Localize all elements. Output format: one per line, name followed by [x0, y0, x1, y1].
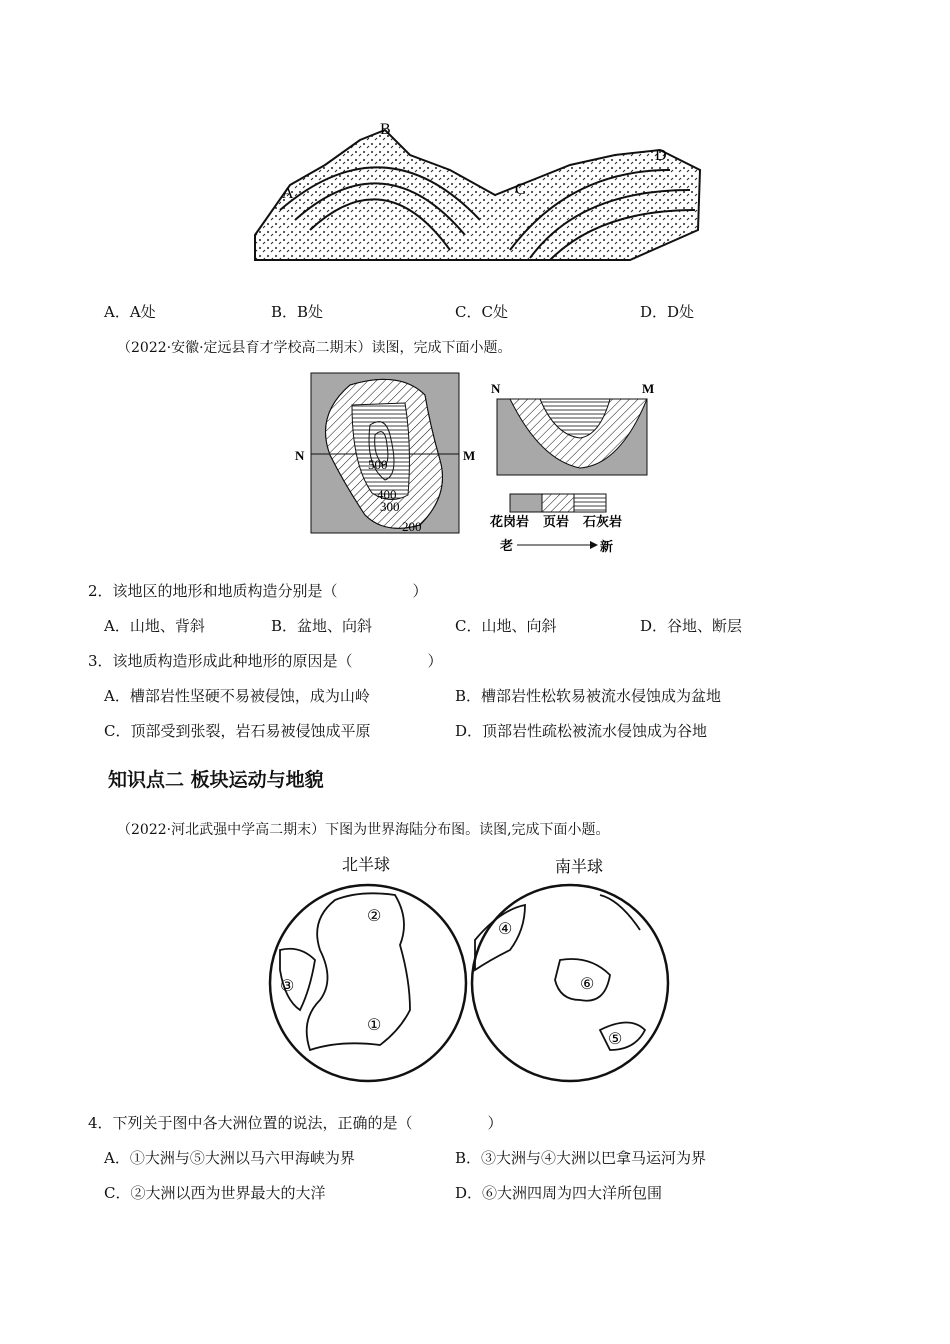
- q3-option-d[interactable]: D．顶部岩性疏松被流水侵蚀成为谷地: [455, 722, 708, 740]
- south-hemisphere-label: 南半球: [555, 859, 604, 876]
- world-hemispheres-figure: [260, 850, 680, 1085]
- map-m-label: M: [463, 448, 476, 463]
- q2-option-a[interactable]: A．山地、背斜: [104, 617, 205, 635]
- q1-option-a[interactable]: A．A处: [104, 303, 156, 321]
- q2-stem: 2．该地区的地形和地质构造分别是（ ）: [88, 582, 428, 600]
- marker-2: ②: [367, 908, 382, 925]
- q4-option-a[interactable]: A．①大洲与⑤大洲以马六甲海峡为界: [104, 1149, 355, 1167]
- q4-option-c[interactable]: C．②大洲以西为世界最大的大洋: [104, 1184, 326, 1202]
- q3-option-c[interactable]: C．顶部受到张裂，岩石易被侵蚀成平原: [104, 722, 371, 740]
- label-c: C: [515, 181, 526, 198]
- legend-granite: 花岗岩: [490, 514, 530, 529]
- section-heading: 知识点二 板块运动与地貌: [108, 769, 324, 791]
- q3-option-a[interactable]: A．槽部岩性坚硬不易被侵蚀，成为山岭: [104, 687, 370, 705]
- q2-option-b[interactable]: B．盆地、向斜: [271, 617, 373, 635]
- legend-limestone-swatch: [574, 494, 606, 512]
- label-a: A: [282, 185, 294, 202]
- q3-stem: 3．该地质构造形成此种地形的原因是（ ）: [88, 652, 443, 670]
- marker-6: ⑥: [580, 976, 595, 993]
- legend-granite-swatch: [510, 494, 542, 512]
- north-hemisphere-label: 北半球: [342, 857, 391, 874]
- q1-option-d[interactable]: D．D处: [640, 303, 695, 321]
- contour-300: 300: [380, 499, 400, 514]
- legend-shale-swatch: [542, 494, 574, 512]
- q4-option-b[interactable]: B．③大洲与④大洲以巴拿马运河为界: [455, 1149, 707, 1167]
- contour-500: 500: [368, 457, 388, 472]
- contour-400: 400: [377, 487, 397, 502]
- marker-3: ③: [280, 978, 295, 995]
- q1-option-c[interactable]: C．C处: [455, 303, 508, 321]
- geologic-cross-section-figure: [250, 110, 710, 270]
- marker-1: ①: [367, 1017, 382, 1034]
- q4-stem: 4．下列关于图中各大洲位置的说法，正确的是（ ）: [88, 1114, 503, 1132]
- marker-4: ④: [498, 921, 513, 938]
- legend-new: 新: [600, 539, 614, 554]
- q1-option-b[interactable]: B．B处: [271, 303, 324, 321]
- legend-old: 老: [500, 538, 514, 553]
- q2-option-d[interactable]: D．谷地、断层: [640, 617, 743, 635]
- source-note-2: （2022·河北武强中学高二期末）下图为世界海陆分布图。读图,完成下面小题。: [117, 822, 610, 838]
- legend-shale: 页岩: [543, 514, 570, 529]
- q4-option-d[interactable]: D．⑥大洲四周为四大洋所包围: [455, 1184, 663, 1202]
- q2-option-c[interactable]: C．山地、向斜: [455, 617, 557, 635]
- legend-limestone: 石灰岩: [583, 514, 623, 529]
- q3-option-b[interactable]: B．槽部岩性松软易被流水侵蚀成为盆地: [455, 687, 722, 705]
- map-n-label: N: [295, 448, 305, 463]
- section-m-label: M: [642, 381, 655, 396]
- source-note-1: （2022·安徽·定远县育才学校高二期末）读图，完成下面小题。: [117, 340, 512, 356]
- label-b: B: [380, 121, 391, 138]
- marker-5: ⑤: [608, 1031, 623, 1048]
- section-n-label: N: [491, 381, 501, 396]
- syncline-map-figure: [290, 365, 660, 560]
- contour-200: 200: [402, 519, 422, 534]
- label-d: D: [655, 147, 667, 164]
